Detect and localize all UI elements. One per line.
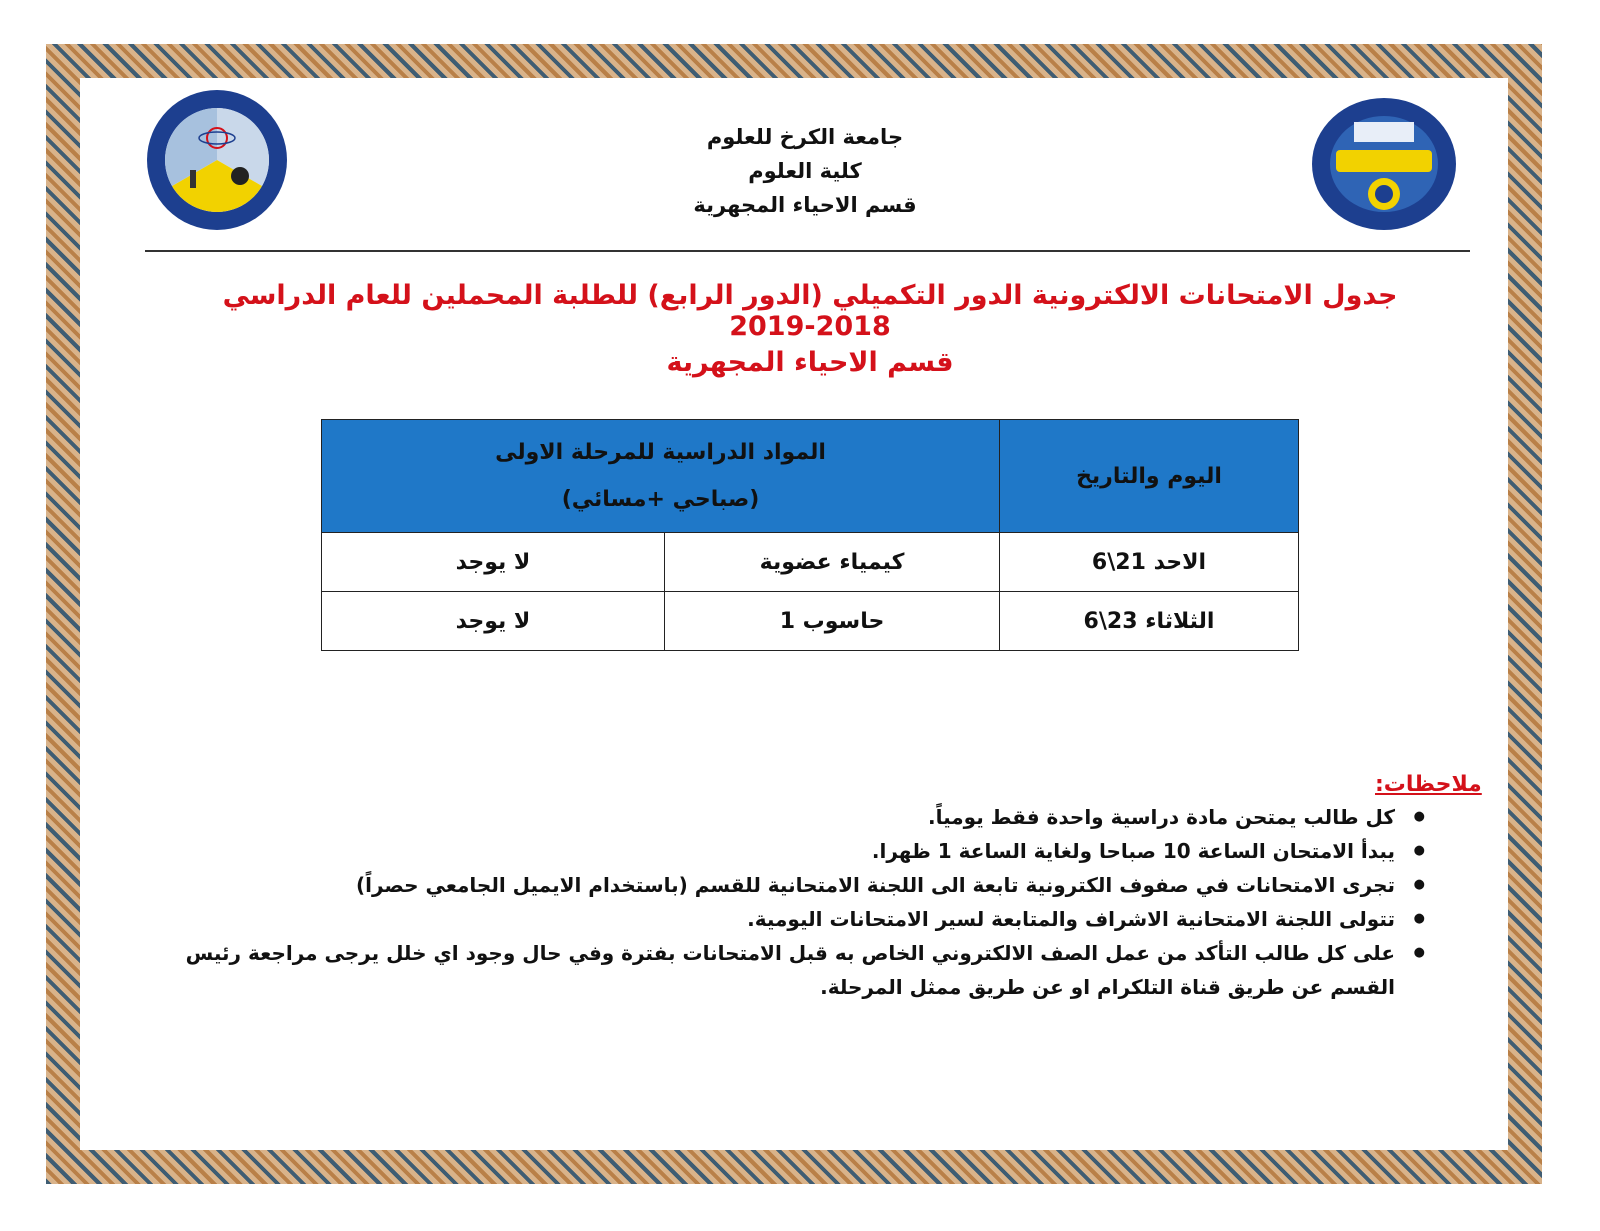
- list-item: ● كل طالب يمتحن مادة دراسية واحدة فقط يومياً.: [140, 800, 1425, 834]
- row-subject: كيمياء عضوية: [665, 533, 1000, 592]
- table-row: [322, 592, 1299, 651]
- college-name: كلية العلوم: [748, 159, 862, 183]
- header-subjects-line1: المواد الدراسية للمرحلة الاولى: [495, 440, 826, 465]
- page-title: جدول الامتحانات الالكترونية الدور التكميلي (الدور الرابع) للطلبة المحملين للعام الدراسي 2018-2019: [222, 280, 1398, 342]
- list-item: ● تتولى اللجنة الامتحانية الاشراف والمتابعة لسير الامتحانات اليومية.: [140, 902, 1425, 936]
- department-name: قسم الاحياء المجهرية: [693, 193, 917, 217]
- institution-header: [600, 120, 1010, 222]
- university-name: جامعة الكرخ للعلوم: [706, 125, 904, 149]
- list-item: ● يبدأ الامتحان الساعة 10 صباحا ولغاية الساعة 1 ظهرا.: [140, 834, 1425, 868]
- notes-list: [140, 800, 1425, 1004]
- header-day-date: اليوم والتاريخ: [1000, 420, 1299, 533]
- notes-heading: ملاحظات:: [1375, 772, 1482, 797]
- list-item: ● على كل طالب التأكد من عمل الصف الالكتروني الخاص به قبل الامتحانات بفترة وفي حال وجود اي خلل يرجى مراجعة رئيس القسم عن طريق قناة التلكرام او عن طريق ممثل المرحلة.: [140, 936, 1425, 1004]
- header-subjects-line2: (صباحي +مسائي): [561, 487, 760, 512]
- table-row: [322, 533, 1299, 592]
- list-item: ● تجرى الامتحانات في صفوف الكترونية تابعة الى اللجنة الامتحانية للقسم (باستخدام الايميل الجامعي حصراً): [140, 868, 1425, 902]
- page-subtitle: قسم الاحياء المجهرية: [666, 347, 954, 378]
- header-subjects: [322, 420, 1000, 533]
- row-subject-none: لا يوجد: [322, 592, 665, 651]
- row-subject: حاسوب 1: [665, 592, 1000, 651]
- header-divider: [145, 250, 1470, 252]
- row-day: الثلاثاء 23\6: [1000, 592, 1299, 651]
- college-of-science-logo: [145, 88, 289, 232]
- row-subject-none: لا يوجد: [322, 533, 665, 592]
- university-logo: [1310, 96, 1458, 232]
- exam-schedule-table: [321, 419, 1299, 651]
- row-day: الاحد 21\6: [1000, 533, 1299, 592]
- table-header-row: [322, 420, 1299, 533]
